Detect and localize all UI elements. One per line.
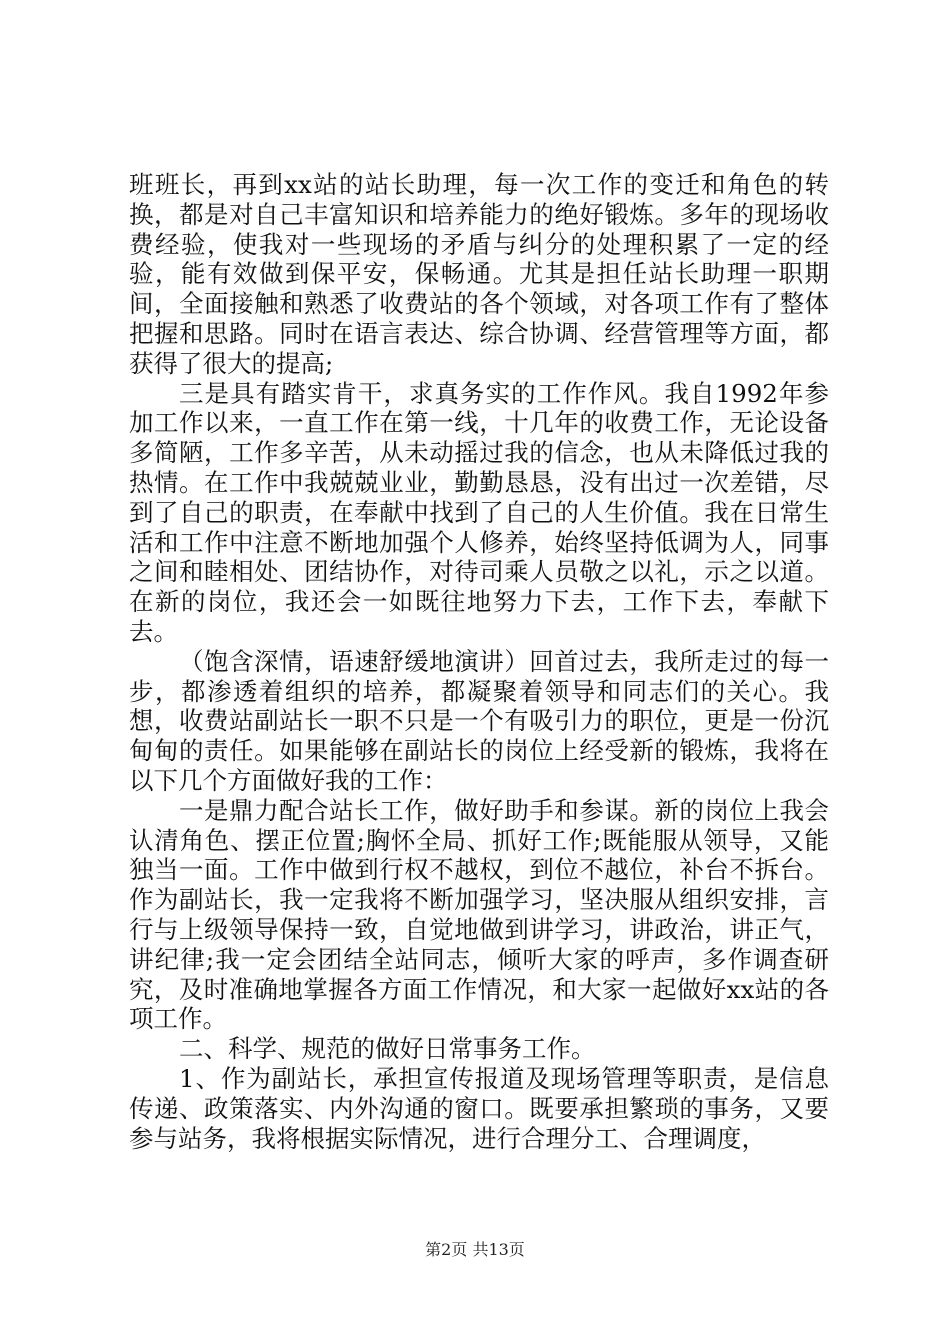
paragraph-3: （饱含深情，语速舒缓地演讲）回首过去，我所走过的每一步，都渗透着组织的培养，都凝聚着领导和同志们的关心。我想，收费站副站长一职不只是一个有吸引力的职位，更是一份沉甸甸的责任。如果能够在副站长的岗位上经受新的锻炼，我将在以下几个方面做好我的工作：: [129, 646, 829, 795]
paragraph-4: 一是鼎力配合站长工作，做好助手和参谋。新的岗位上我会认清角色、摆正位置;胸怀全局、抓好工作;既能服从领导，又能独当一面。工作中做到行权不越权，到位不越位，补台不拆台。作为副站长，我一定我将不断加强学习，坚决服从组织安排，言行与上级领导保持一致，自觉地做到讲学习，讲政治，讲正气，讲纪律;我一定会团结全站同志，倾听大家的呼声，多作调查研究，及时准确地掌握各方面工作情况，和大家一起做好xx站的各项工作。: [129, 795, 829, 1034]
paragraph-1: 班班长，再到xx站的站长助理，每一次工作的变迁和角色的转换，都是对自己丰富知识和培养能力的绝好锻炼。多年的现场收费经验，使我对一些现场的矛盾与纠分的处理积累了一定的经验，能有效做到保平安，保畅通。尤其是担任站长助理一职期间，全面接触和熟悉了收费站的各个领域，对各项工作有了整体把握和思路。同时在语言表达、综合协调、经营管理等方面，都获得了很大的提高;: [129, 170, 829, 378]
paragraph-6: 1、作为副站长，承担宣传报道及现场管理等职责，是信息传递、政策落实、内外沟通的窗口。既要承担繁琐的事务，又要参与站务，我将根据实际情况，进行合理分工、合理调度，: [129, 1063, 829, 1153]
paragraph-2: 三是具有踏实肯干，求真务实的工作作风。我自1992年参加工作以来，一直工作在第一线，十几年的收费工作，无论设备多简陋，工作多辛苦，从未动摇过我的信念，也从未降低过我的热情。在工作中我兢兢业业，勤勤恳恳，没有出过一次差错，尽到了自己的职责，在奉献中找到了自己的人生价值。我在日常生活和工作中注意不断地加强个人修养，始终坚持低调为人，同事之间和睦相处、团结协作，对待司乘人员敬之以礼，示之以道。在新的岗位，我还会一如既往地努力下去，工作下去，奉献下去。: [129, 378, 829, 646]
paragraph-5: 二、科学、规范的做好日常事务工作。: [179, 1034, 596, 1064]
document-body: [129, 170, 829, 1153]
page-footer-label: 第2页 共13页: [425, 1240, 525, 1259]
